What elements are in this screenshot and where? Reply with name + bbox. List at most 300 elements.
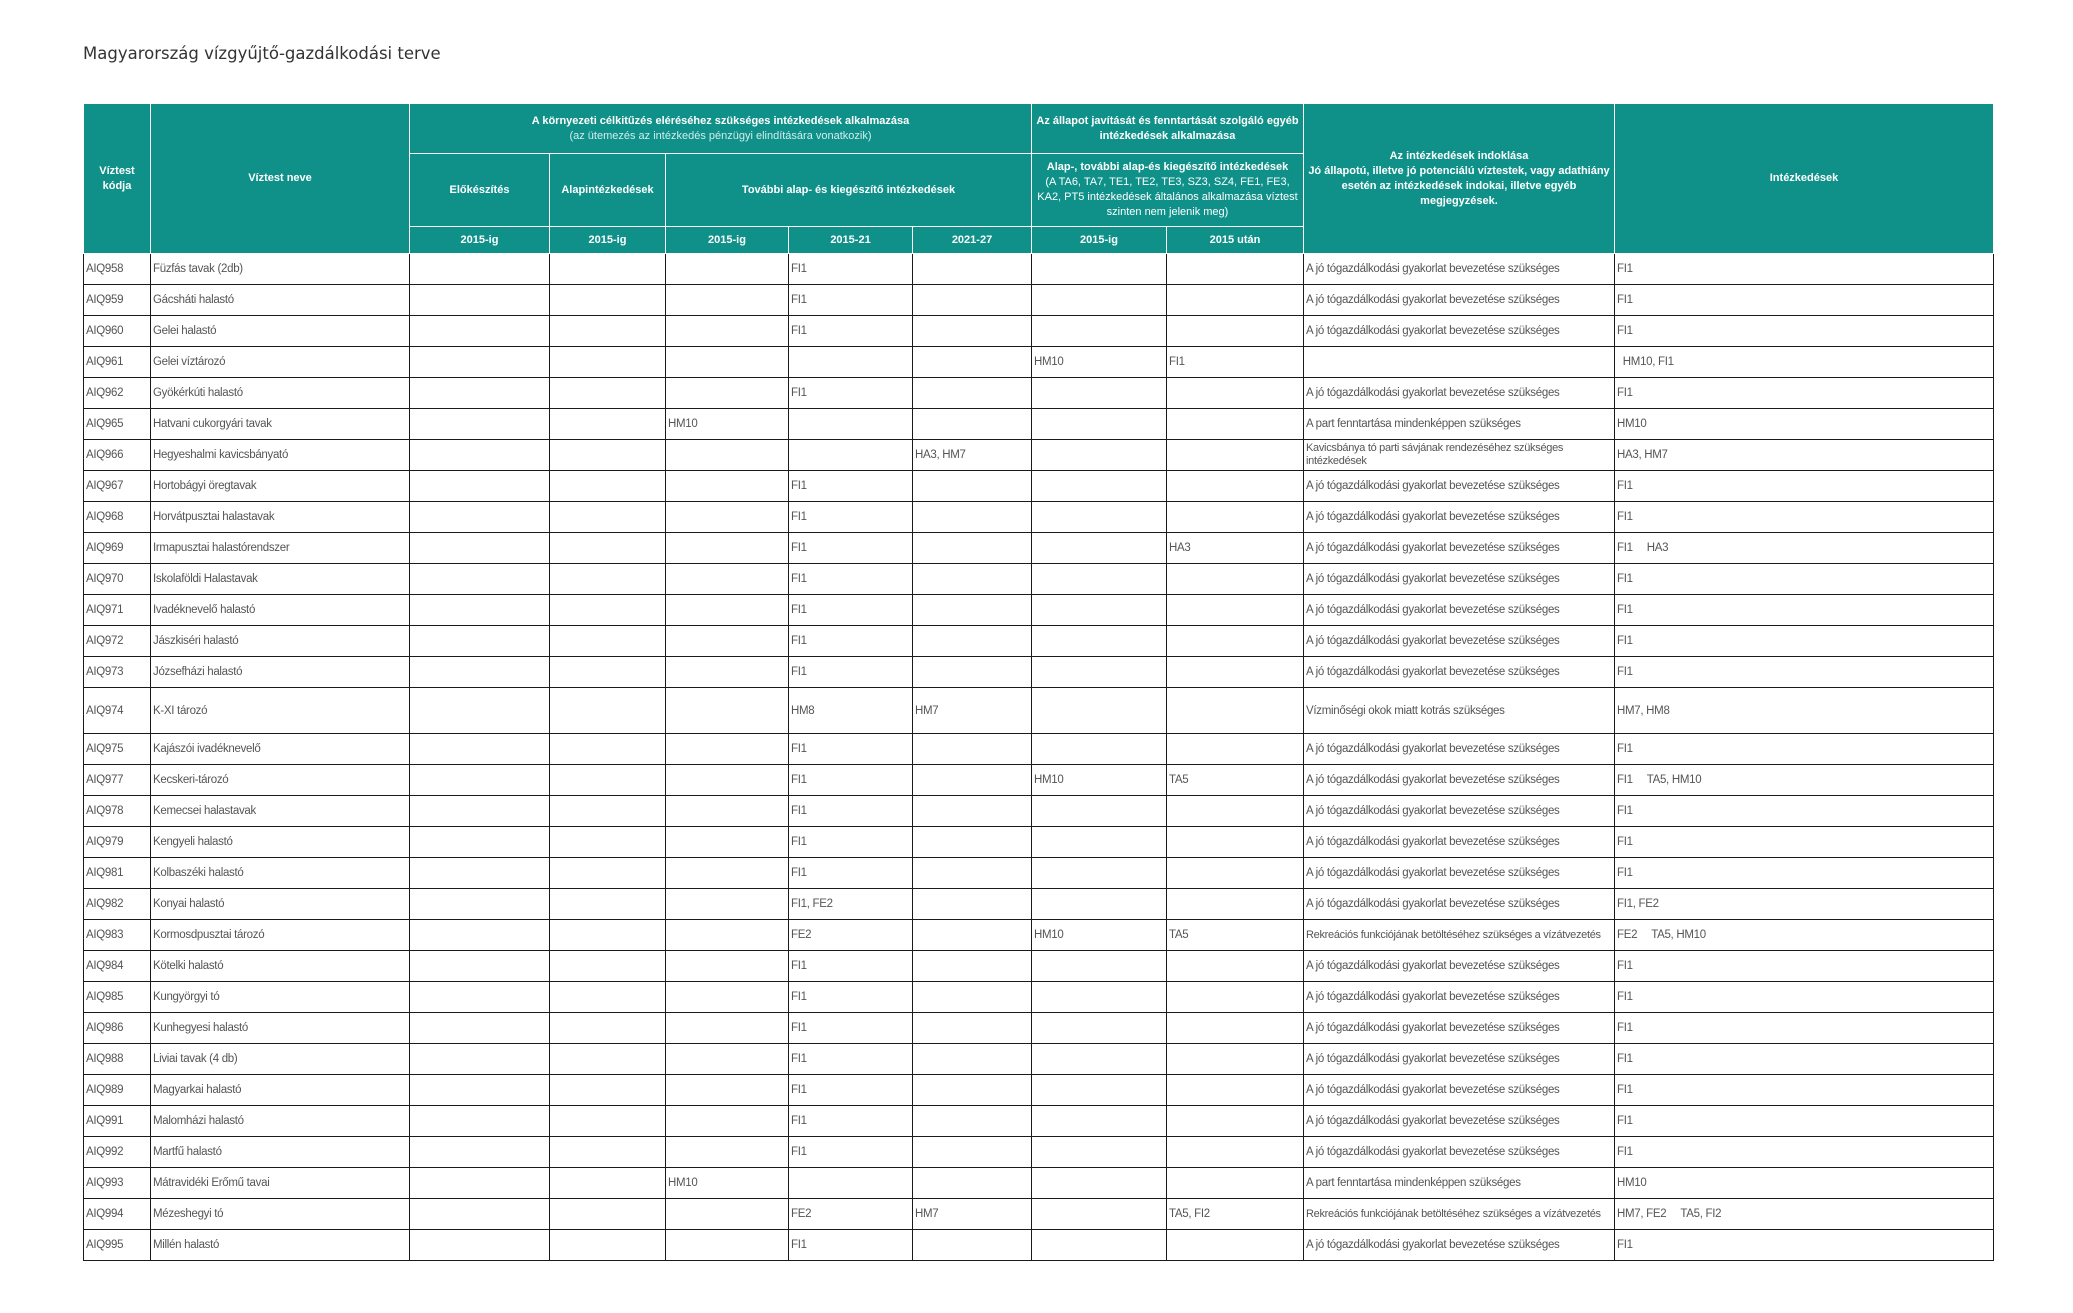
cell-c2	[550, 796, 666, 827]
cell-c6	[1032, 1106, 1167, 1137]
cell-c2	[550, 734, 666, 765]
table-row	[84, 1044, 1994, 1075]
cell-c3	[666, 657, 789, 688]
cell-code: AIQ969	[84, 533, 151, 564]
cell-name: Hatvani cukorgyári tavak	[151, 409, 410, 440]
cell-c1	[410, 316, 550, 347]
cell-code: AIQ962	[84, 378, 151, 409]
cell-c7	[1167, 827, 1304, 858]
cell-just: A jó tógazdálkodási gyakorlat bevezetése szükséges	[1304, 657, 1615, 688]
cell-just: A jó tógazdálkodási gyakorlat bevezetése szükséges	[1304, 626, 1615, 657]
cell-c2	[550, 1106, 666, 1137]
cell-c6	[1032, 951, 1167, 982]
cell-measures: FI1	[1615, 1230, 1994, 1261]
table-row	[84, 595, 1994, 626]
cell-c7: HA3	[1167, 533, 1304, 564]
cell-just: A jó tógazdálkodási gyakorlat bevezetése szükséges	[1304, 595, 1615, 626]
cell-name: Kötelki halastó	[151, 951, 410, 982]
cell-c5	[913, 858, 1032, 889]
cell-c1	[410, 920, 550, 951]
cell-c1	[410, 1075, 550, 1106]
cell-c2	[550, 1137, 666, 1168]
cell-c1	[410, 378, 550, 409]
cell-c7	[1167, 1137, 1304, 1168]
cell-c5	[913, 1106, 1032, 1137]
cell-c2	[550, 858, 666, 889]
cell-measures: FI1	[1615, 502, 1994, 533]
cell-c7	[1167, 595, 1304, 626]
header-justification: Az intézkedések indoklása Jó állapotú, illetve jó potenciálú víztestek, vagy adathiány esetén az intézkedések indokai, illetve egyéb megjegyzések.	[1304, 104, 1615, 254]
table-row	[84, 1013, 1994, 1044]
cell-c1	[410, 858, 550, 889]
cell-c1	[410, 734, 550, 765]
cell-name: Józsefházi halastó	[151, 657, 410, 688]
header-alap: Alap-, további alap-és kiegészítő intézkedések (A TA6, TA7, TE1, TE2, TE3, SZ3, SZ4, FE1, FE3, KA2, PT5 intézkedések általános alkalmazása víztest szinten nem jelenik meg)	[1032, 154, 1304, 227]
cell-c6	[1032, 1168, 1167, 1199]
cell-c3	[666, 347, 789, 378]
cell-just: A jó tógazdálkodási gyakorlat bevezetése szükséges	[1304, 827, 1615, 858]
cell-c4: FE2	[789, 1199, 913, 1230]
cell-name: Hortobágyi öregtavak	[151, 471, 410, 502]
cell-c6	[1032, 471, 1167, 502]
cell-code: AIQ978	[84, 796, 151, 827]
cell-code: AIQ985	[84, 982, 151, 1013]
cell-name: Konyai halastó	[151, 889, 410, 920]
cell-c2	[550, 285, 666, 316]
cell-c6	[1032, 827, 1167, 858]
cell-c5	[913, 471, 1032, 502]
cell-c4: FI1	[789, 595, 913, 626]
cell-c6	[1032, 502, 1167, 533]
cell-name: Gelei halastó	[151, 316, 410, 347]
cell-c4: FI1, FE2	[789, 889, 913, 920]
cell-measures: HM10, FI1	[1615, 347, 1994, 378]
cell-c5	[913, 316, 1032, 347]
table-row	[84, 889, 1994, 920]
table-row	[84, 920, 1994, 951]
cell-c6	[1032, 657, 1167, 688]
cell-c7	[1167, 982, 1304, 1013]
cell-code: AIQ959	[84, 285, 151, 316]
cell-c6	[1032, 1199, 1167, 1230]
cell-code: AIQ968	[84, 502, 151, 533]
cell-c1	[410, 1013, 550, 1044]
cell-code: AIQ994	[84, 1199, 151, 1230]
cell-c4	[789, 347, 913, 378]
cell-c5	[913, 254, 1032, 285]
cell-c3	[666, 595, 789, 626]
cell-name: Füzfás tavak (2db)	[151, 254, 410, 285]
cell-c7	[1167, 626, 1304, 657]
cell-c1	[410, 1106, 550, 1137]
table-row	[84, 734, 1994, 765]
table-row	[84, 1199, 1994, 1230]
cell-measures: FI1, FE2	[1615, 889, 1994, 920]
cell-code: AIQ984	[84, 951, 151, 982]
cell-c4: FI1	[789, 285, 913, 316]
cell-c6	[1032, 688, 1167, 734]
cell-c2	[550, 254, 666, 285]
cell-measures: FI1	[1615, 471, 1994, 502]
cell-c3	[666, 688, 789, 734]
cell-c6	[1032, 734, 1167, 765]
cell-name: Gácsháti halastó	[151, 285, 410, 316]
cell-just: A jó tógazdálkodási gyakorlat bevezetése szükséges	[1304, 858, 1615, 889]
period-header: 2015-21	[789, 227, 913, 254]
cell-name: Gyökérkúti halastó	[151, 378, 410, 409]
cell-c7	[1167, 951, 1304, 982]
table-row	[84, 471, 1994, 502]
cell-just: A jó tógazdálkodási gyakorlat bevezetése szükséges	[1304, 316, 1615, 347]
table-row	[84, 564, 1994, 595]
cell-c7	[1167, 378, 1304, 409]
cell-code: AIQ995	[84, 1230, 151, 1261]
header-measures: Intézkedések	[1615, 104, 1994, 254]
table-row	[84, 378, 1994, 409]
cell-measures: FI1	[1615, 827, 1994, 858]
cell-c6: HM10	[1032, 920, 1167, 951]
cell-c2	[550, 1013, 666, 1044]
cell-c3	[666, 316, 789, 347]
cell-c6	[1032, 1230, 1167, 1261]
table-row	[84, 796, 1994, 827]
table-row	[84, 1075, 1994, 1106]
cell-code: AIQ975	[84, 734, 151, 765]
cell-c3	[666, 564, 789, 595]
period-header: 2015-ig	[666, 227, 789, 254]
table-row	[84, 254, 1994, 285]
cell-measures: HM7, FE2 TA5, FI2	[1615, 1199, 1994, 1230]
header-further: További alap- és kiegészítő intézkedések	[666, 154, 1032, 227]
cell-c4: FI1	[789, 657, 913, 688]
cell-code: AIQ983	[84, 920, 151, 951]
cell-c7	[1167, 858, 1304, 889]
cell-c7	[1167, 1044, 1304, 1075]
cell-c5	[913, 657, 1032, 688]
cell-c7	[1167, 471, 1304, 502]
cell-c6	[1032, 1075, 1167, 1106]
cell-code: AIQ979	[84, 827, 151, 858]
cell-measures: FI1	[1615, 1106, 1994, 1137]
cell-just	[1304, 347, 1615, 378]
cell-c4: FI1	[789, 502, 913, 533]
cell-code: AIQ991	[84, 1106, 151, 1137]
cell-code: AIQ972	[84, 626, 151, 657]
cell-code: AIQ992	[84, 1137, 151, 1168]
cell-c5: HA3, HM7	[913, 440, 1032, 471]
cell-c1	[410, 502, 550, 533]
cell-c5	[913, 378, 1032, 409]
cell-measures: FI1	[1615, 1013, 1994, 1044]
cell-c6: HM10	[1032, 347, 1167, 378]
cell-c5	[913, 1137, 1032, 1168]
cell-name: Liviai tavak (4 db)	[151, 1044, 410, 1075]
cell-c2	[550, 1075, 666, 1106]
cell-c4: FI1	[789, 827, 913, 858]
cell-measures: FI1	[1615, 564, 1994, 595]
cell-measures: FI1	[1615, 316, 1994, 347]
cell-just: A jó tógazdálkodási gyakorlat bevezetése szükséges	[1304, 285, 1615, 316]
cell-name: Hegyeshalmi kavicsbányató	[151, 440, 410, 471]
cell-c1	[410, 982, 550, 1013]
cell-c7	[1167, 564, 1304, 595]
cell-c7	[1167, 1013, 1304, 1044]
table-row	[84, 827, 1994, 858]
cell-c2	[550, 626, 666, 657]
cell-name: K-XI tározó	[151, 688, 410, 734]
cell-just: Vízminőségi okok miatt kotrás szükséges	[1304, 688, 1615, 734]
cell-measures: FI1	[1615, 1044, 1994, 1075]
table-row	[84, 688, 1994, 734]
cell-c3	[666, 440, 789, 471]
cell-c4: FI1	[789, 796, 913, 827]
cell-c2	[550, 765, 666, 796]
cell-code: AIQ965	[84, 409, 151, 440]
cell-measures: HM10	[1615, 409, 1994, 440]
cell-c5: HM7	[913, 1199, 1032, 1230]
header-basic: Alapintézkedések	[550, 154, 666, 227]
cell-c3	[666, 1075, 789, 1106]
cell-c3	[666, 626, 789, 657]
cell-name: Millén halastó	[151, 1230, 410, 1261]
cell-c6	[1032, 889, 1167, 920]
cell-name: Mátravidéki Erőmű tavai	[151, 1168, 410, 1199]
cell-c1	[410, 889, 550, 920]
cell-c5	[913, 889, 1032, 920]
cell-just: A jó tógazdálkodási gyakorlat bevezetése szükséges	[1304, 471, 1615, 502]
cell-measures: FI1 HA3	[1615, 533, 1994, 564]
cell-c3	[666, 765, 789, 796]
cell-c1	[410, 688, 550, 734]
table-row	[84, 765, 1994, 796]
cell-c6	[1032, 409, 1167, 440]
cell-c4: FI1	[789, 982, 913, 1013]
cell-c6	[1032, 440, 1167, 471]
cell-c5	[913, 285, 1032, 316]
table-row	[84, 440, 1994, 471]
cell-c7	[1167, 502, 1304, 533]
cell-c6	[1032, 564, 1167, 595]
cell-c6	[1032, 1044, 1167, 1075]
cell-code: AIQ967	[84, 471, 151, 502]
cell-c4: FI1	[789, 564, 913, 595]
header-group-other: Az állapot javítását és fenntartását szolgáló egyéb intézkedések alkalmazása	[1032, 104, 1304, 154]
cell-c3	[666, 533, 789, 564]
cell-measures: FI1	[1615, 626, 1994, 657]
table-row	[84, 951, 1994, 982]
cell-just: A jó tógazdálkodási gyakorlat bevezetése szükséges	[1304, 765, 1615, 796]
period-header: 2015 után	[1167, 227, 1304, 254]
cell-c4: FI1	[789, 533, 913, 564]
cell-c7	[1167, 889, 1304, 920]
cell-just: A jó tógazdálkodási gyakorlat bevezetése szükséges	[1304, 1044, 1615, 1075]
cell-c6	[1032, 626, 1167, 657]
cell-c3	[666, 951, 789, 982]
cell-code: AIQ989	[84, 1075, 151, 1106]
cell-c2	[550, 316, 666, 347]
cell-c1	[410, 796, 550, 827]
cell-c5	[913, 951, 1032, 982]
cell-c7	[1167, 409, 1304, 440]
cell-c2	[550, 378, 666, 409]
cell-c5	[913, 1075, 1032, 1106]
table-row	[84, 982, 1994, 1013]
cell-code: AIQ982	[84, 889, 151, 920]
cell-c4: FI1	[789, 1230, 913, 1261]
cell-c7	[1167, 734, 1304, 765]
cell-c1	[410, 1168, 550, 1199]
table-row	[84, 533, 1994, 564]
cell-measures: HA3, HM7	[1615, 440, 1994, 471]
cell-c6	[1032, 316, 1167, 347]
cell-name: Gelei víztározó	[151, 347, 410, 378]
cell-name: Kungyörgyi tó	[151, 982, 410, 1013]
cell-c4: HM8	[789, 688, 913, 734]
cell-c1	[410, 409, 550, 440]
cell-c4: FI1	[789, 254, 913, 285]
cell-measures: FI1	[1615, 657, 1994, 688]
cell-measures: FI1	[1615, 254, 1994, 285]
cell-c4: FI1	[789, 1044, 913, 1075]
cell-measures: FI1	[1615, 378, 1994, 409]
cell-code: AIQ988	[84, 1044, 151, 1075]
cell-c4: FE2	[789, 920, 913, 951]
cell-c4: FI1	[789, 378, 913, 409]
cell-c2	[550, 688, 666, 734]
cell-c7	[1167, 688, 1304, 734]
table-row	[84, 626, 1994, 657]
cell-c2	[550, 951, 666, 982]
cell-c3	[666, 1106, 789, 1137]
cell-c1	[410, 1230, 550, 1261]
cell-c7	[1167, 316, 1304, 347]
cell-c5	[913, 1013, 1032, 1044]
cell-name: Irmapusztai halastórendszer	[151, 533, 410, 564]
cell-c7	[1167, 657, 1304, 688]
cell-c5	[913, 595, 1032, 626]
cell-c1	[410, 1044, 550, 1075]
cell-measures: FI1	[1615, 1137, 1994, 1168]
cell-c3	[666, 1199, 789, 1230]
cell-c5	[913, 533, 1032, 564]
cell-measures: FI1	[1615, 595, 1994, 626]
cell-c7	[1167, 1168, 1304, 1199]
cell-c3	[666, 889, 789, 920]
cell-c1	[410, 1137, 550, 1168]
cell-c5	[913, 920, 1032, 951]
cell-c3	[666, 858, 789, 889]
cell-measures: FI1	[1615, 734, 1994, 765]
cell-measures: FI1	[1615, 1075, 1994, 1106]
cell-c1	[410, 595, 550, 626]
header-prep: Előkészítés	[410, 154, 550, 227]
cell-c5	[913, 827, 1032, 858]
cell-c3	[666, 285, 789, 316]
cell-c4: FI1	[789, 1137, 913, 1168]
cell-name: Magyarkai halastó	[151, 1075, 410, 1106]
cell-measures: FE2 TA5, HM10	[1615, 920, 1994, 951]
measures-table	[83, 103, 1994, 1261]
cell-c4: FI1	[789, 765, 913, 796]
cell-c2	[550, 502, 666, 533]
cell-c3	[666, 920, 789, 951]
cell-c4: FI1	[789, 316, 913, 347]
cell-just: A jó tógazdálkodási gyakorlat bevezetése szükséges	[1304, 1013, 1615, 1044]
cell-c3	[666, 982, 789, 1013]
cell-c3	[666, 827, 789, 858]
cell-c2	[550, 533, 666, 564]
cell-c3	[666, 378, 789, 409]
cell-c3	[666, 471, 789, 502]
cell-measures: FI1	[1615, 796, 1994, 827]
cell-just: A jó tógazdálkodási gyakorlat bevezetése szükséges	[1304, 1230, 1615, 1261]
cell-c5	[913, 1044, 1032, 1075]
cell-c7	[1167, 1106, 1304, 1137]
header-group-env: A környezeti célkitűzés eléréséhez szükséges intézkedések alkalmazása (az ütemezés az intézkedés pénzügyi elindítására vonatkozik)	[410, 104, 1032, 154]
cell-name: Jászkiséri halastó	[151, 626, 410, 657]
cell-c7	[1167, 1075, 1304, 1106]
cell-name: Malomházi halastó	[151, 1106, 410, 1137]
cell-c2	[550, 440, 666, 471]
cell-c6	[1032, 254, 1167, 285]
cell-code: AIQ970	[84, 564, 151, 595]
cell-c2	[550, 1230, 666, 1261]
cell-code: AIQ986	[84, 1013, 151, 1044]
cell-just: A jó tógazdálkodási gyakorlat bevezetése szükséges	[1304, 502, 1615, 533]
cell-code: AIQ958	[84, 254, 151, 285]
cell-c6: HM10	[1032, 765, 1167, 796]
cell-just: A jó tógazdálkodási gyakorlat bevezetése szükséges	[1304, 951, 1615, 982]
table-row	[84, 1168, 1994, 1199]
cell-just: A jó tógazdálkodási gyakorlat bevezetése szükséges	[1304, 889, 1615, 920]
cell-c2	[550, 564, 666, 595]
cell-measures: HM7, HM8	[1615, 688, 1994, 734]
cell-just: A jó tógazdálkodási gyakorlat bevezetése szükséges	[1304, 533, 1615, 564]
cell-c5	[913, 1168, 1032, 1199]
cell-c3: HM10	[666, 1168, 789, 1199]
cell-c7	[1167, 1230, 1304, 1261]
cell-c7: TA5, FI2	[1167, 1199, 1304, 1230]
cell-c1	[410, 347, 550, 378]
cell-c2	[550, 409, 666, 440]
cell-c6	[1032, 1137, 1167, 1168]
table-row	[84, 1230, 1994, 1261]
cell-c1	[410, 254, 550, 285]
cell-c2	[550, 920, 666, 951]
cell-c1	[410, 1199, 550, 1230]
cell-just: A jó tógazdálkodási gyakorlat bevezetése szükséges	[1304, 796, 1615, 827]
cell-name: Kemecsei halastavak	[151, 796, 410, 827]
cell-c5	[913, 765, 1032, 796]
cell-c3	[666, 796, 789, 827]
cell-c3	[666, 1044, 789, 1075]
cell-c6	[1032, 796, 1167, 827]
cell-c3	[666, 734, 789, 765]
cell-c6	[1032, 595, 1167, 626]
cell-c5	[913, 1230, 1032, 1261]
cell-just: Rekreációs funkciójának betöltéséhez szükséges a vízátvezetés	[1304, 1199, 1615, 1230]
cell-code: AIQ974	[84, 688, 151, 734]
cell-c2	[550, 347, 666, 378]
cell-c4	[789, 1168, 913, 1199]
cell-c5	[913, 734, 1032, 765]
cell-name: Kecskeri-tározó	[151, 765, 410, 796]
cell-c1	[410, 827, 550, 858]
cell-just: Rekreációs funkciójának betöltéséhez szükséges a vízátvezetés	[1304, 920, 1615, 951]
cell-c1	[410, 564, 550, 595]
cell-c2	[550, 1044, 666, 1075]
cell-c3: HM10	[666, 409, 789, 440]
